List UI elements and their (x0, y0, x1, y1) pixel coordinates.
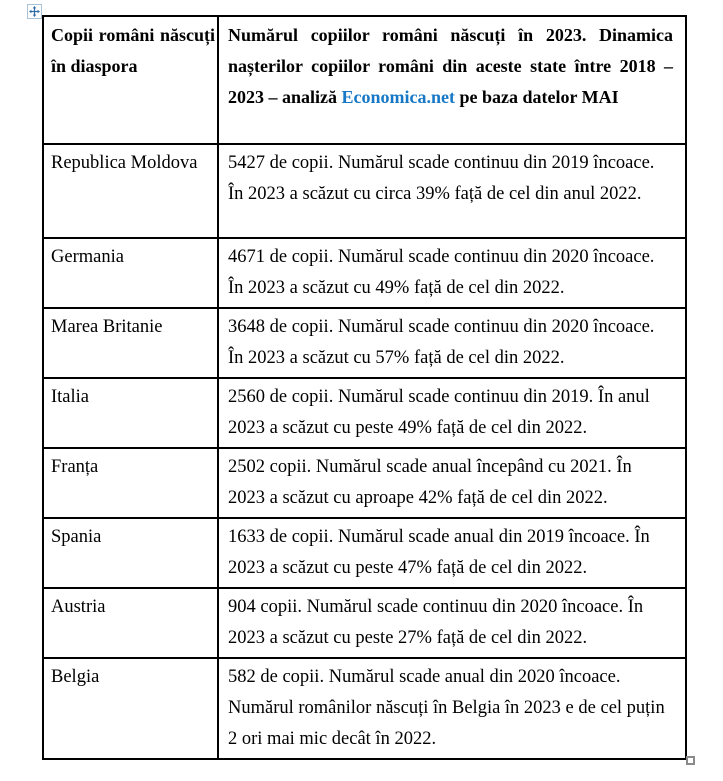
header-cell-country: Copii români născuți în diaspora (43, 16, 218, 144)
country-cell: Franța (43, 448, 218, 518)
move-icon (29, 6, 40, 17)
country-cell: Italia (43, 378, 218, 448)
description-cell: 3648 de copii. Numărul scade continuu din 2020 încoace. În 2023 a scăzut cu 57% față de cel din 2022. (218, 308, 686, 378)
table-row (43, 144, 686, 238)
table-row (43, 308, 686, 378)
table-row (43, 588, 686, 658)
country-cell: Belgia (43, 658, 218, 759)
country-cell: Germania (43, 238, 218, 308)
table-move-handle[interactable] (27, 4, 42, 19)
country-cell: Republica Moldova (43, 144, 218, 238)
description-cell: 4671 de copii. Numărul scade continuu din 2020 încoace. În 2023 a scăzut cu 49% față de cel din 2022. (218, 238, 686, 308)
description-cell: 5427 de copii. Numărul scade continuu din 2019 încoace. În 2023 a scăzut cu circa 39% față de cel din anul 2022. (218, 144, 686, 238)
country-cell: Austria (43, 588, 218, 658)
header-text-after-link: pe baza datelor MAI (455, 87, 619, 107)
description-cell: 2560 de copii. Numărul scade continuu din 2019. În anul 2023 a scăzut cu peste 49% față de cel din 2022. (218, 378, 686, 448)
country-cell: Marea Britanie (43, 308, 218, 378)
country-cell: Spania (43, 518, 218, 588)
description-cell: 1633 de copii. Numărul scade anual din 2019 încoace. În 2023 a scăzut cu peste 47% față de cel din 2022. (218, 518, 686, 588)
description-cell: 904 copii. Numărul scade continuu din 2020 încoace. În 2023 a scăzut cu peste 27% față de cel din 2022. (218, 588, 686, 658)
table-row (43, 238, 686, 308)
table-resize-handle[interactable] (686, 756, 695, 765)
table-row (43, 518, 686, 588)
economica-net-link[interactable]: Economica.net (341, 87, 455, 107)
table-header-row (43, 16, 686, 144)
diaspora-births-table (42, 15, 687, 760)
header-text-before-link: Numărul copiilor români născuți în 2023. Dinamica nașterilor copiilor români din aceste state între 2018 – 2023 – analiză (228, 25, 673, 107)
header-cell-description (218, 16, 686, 144)
table-row (43, 658, 686, 759)
description-cell: 2502 copii. Numărul scade anual începând cu 2021. În 2023 a scăzut cu aproape 42% față de cel din 2022. (218, 448, 686, 518)
description-cell: 582 de copii. Numărul scade anual din 2020 încoace. Numărul românilor născuți în Belgia în 2023 e de cel puțin 2 ori mai mic decât în 2022. (218, 658, 686, 759)
table-row (43, 448, 686, 518)
table-row (43, 378, 686, 448)
